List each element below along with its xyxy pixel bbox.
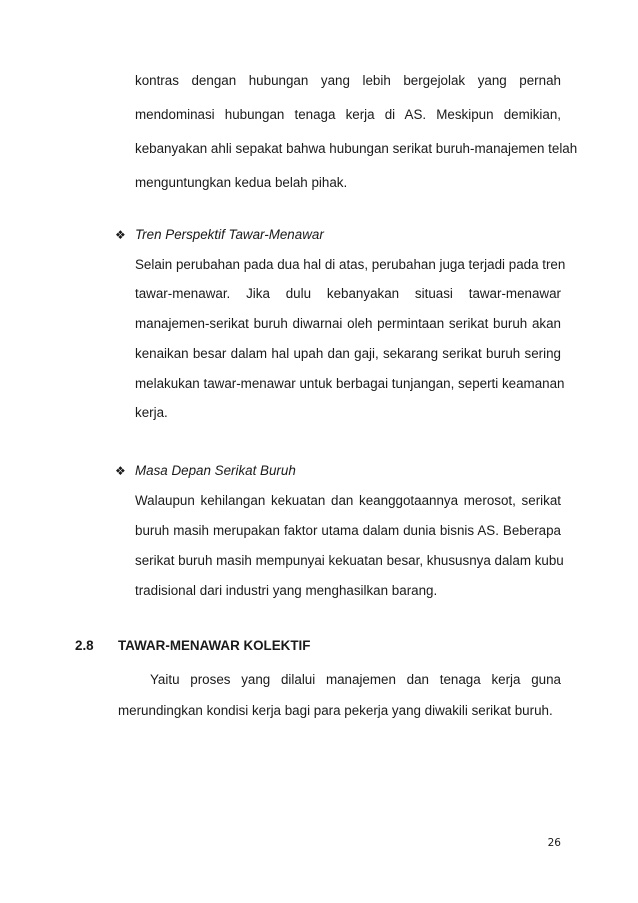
paragraph-line: kebanyakan ahli sepakat bahwa hubungan serikat buruh-manajemen telah <box>135 141 578 156</box>
bullet-title: Tren Perspektif Tawar-Menawar <box>135 227 324 242</box>
paragraph-line: tradisional dari industri yang menghasilkan barang. <box>135 583 438 598</box>
diamond-bullet-icon: ❖ <box>115 228 126 242</box>
bullet-heading <box>115 462 561 480</box>
section-title: TAWAR-MENAWAR KOLEKTIF <box>118 638 311 653</box>
paragraph-line: tawar-menawar. Jika dulu kebanyakan situasi tawar-menawar <box>135 286 561 301</box>
paragraph-line: Walaupun kehilangan kekuatan dan keanggotaannya merosot, serikat <box>135 493 561 508</box>
section-number: 2.8 <box>75 638 94 653</box>
paragraph-line: Yaitu proses yang dilalui manajemen dan tenaga kerja guna <box>150 672 561 687</box>
page-number: 26 <box>547 837 561 849</box>
paragraph-line: serikat buruh masih mempunyai kekuatan besar, khususnya dalam kubu <box>135 553 564 568</box>
diamond-bullet-icon: ❖ <box>115 464 126 478</box>
paragraph-line: melakukan tawar-menawar untuk berbagai tunjangan, seperti keamanan <box>135 376 565 391</box>
paragraph-line: kontras dengan hubungan yang lebih bergejolak yang pernah <box>135 73 561 88</box>
bullet-heading <box>115 226 561 244</box>
bullet-title: Masa Depan Serikat Buruh <box>135 463 296 478</box>
paragraph-line: menguntungkan kedua belah pihak. <box>135 175 348 190</box>
paragraph-line: kerja. <box>135 405 168 420</box>
paragraph-line: merundingkan kondisi kerja bagi para pekerja yang diwakili serikat buruh. <box>118 703 553 718</box>
paragraph-line: mendominasi hubungan tenaga kerja di AS. Meskipun demikian, <box>135 107 561 122</box>
paragraph-line: buruh masih merupakan faktor utama dalam dunia bisnis AS. Beberapa <box>135 523 561 538</box>
paragraph-line: kenaikan besar dalam hal upah dan gaji, sekarang serikat buruh sering <box>135 346 561 361</box>
paragraph-line: Selain perubahan pada dua hal di atas, perubahan juga terjadi pada tren <box>135 257 566 272</box>
paragraph-line: manajemen-serikat buruh diwarnai oleh permintaan serikat buruh akan <box>135 316 561 331</box>
